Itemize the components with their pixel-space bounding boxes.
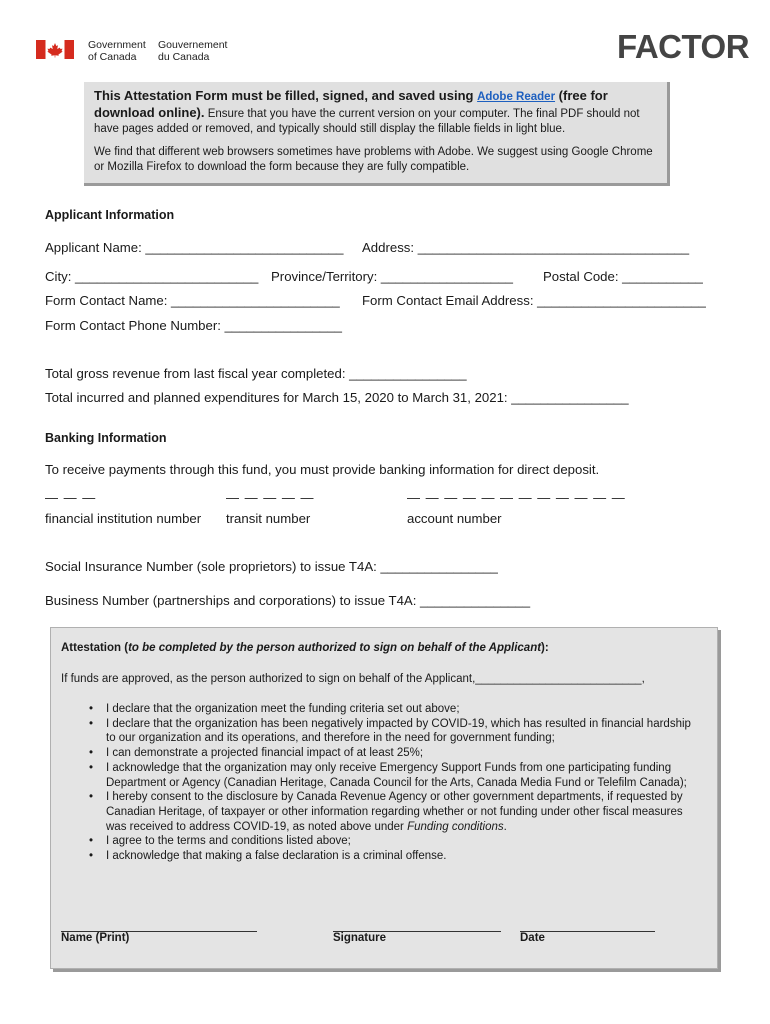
attestation-intro[interactable]: If funds are approved, as the person authorized to sign on behalf of the Applicant,__________________________,: [61, 673, 645, 685]
government-of-canada-fr: Gouvernement du Canada: [158, 39, 228, 63]
transit-number-label: transit number: [226, 511, 311, 526]
attestation-item: • I declare that the organization has been negatively impacted by COVID-19, which has resulted in financial hardship to our organization and its operations, and therefore in the need for government funding;: [89, 717, 691, 745]
account-number-field[interactable]: — — — — — — — — — — — —: [407, 490, 626, 505]
name-print-label: Name (Print): [61, 932, 130, 944]
account-number-label: account number: [407, 511, 502, 526]
city-field[interactable]: City: _________________________: [45, 269, 259, 284]
attestation-heading: Attestation (to be completed by the person authorized to sign on behalf of the Applicant):: [61, 642, 549, 654]
institution-number-field[interactable]: — — —: [45, 490, 97, 505]
attestation-item: • I declare that the organization meet the funding criteria set out above;: [89, 703, 460, 715]
business-number-field[interactable]: Business Number (partnerships and corporations) to issue T4A: _______________: [45, 593, 531, 608]
attestation-item: • I hereby consent to the disclosure by Canada Revenue Agency or other government departments, if requested by Canadian Heritage, of taxpayer or other information regarding whether or not funding under other fiscal measures was received to address COVID-19, as noted above under Funding conditions.: [89, 791, 683, 833]
attestation-item: • I acknowledge that the organization may only receive Emergency Support Funds from one participating funding Department or Agency (Canadian Heritage, Canada Council for the Arts, Canada Media Fund or Telefilm Canada);: [89, 761, 687, 789]
factor-logo: FACTOR: [617, 28, 750, 65]
form-contact-name-field[interactable]: Form Contact Name: _______________________: [45, 293, 340, 308]
date-label: Date: [520, 932, 545, 944]
postal-code-field[interactable]: Postal Code: ___________: [543, 269, 703, 284]
notice-paragraph-1: This Attestation Form must be filled, signed, and saved using Adobe Reader (free for download online). Ensure that you have the current version on your computer. The final PDF should not have pages added or removed, and typically should still display the fillable fields in light blue.: [94, 88, 640, 135]
banking-information-heading: Banking Information: [45, 431, 167, 445]
institution-number-label: financial institution number: [45, 511, 202, 526]
attestation-item: • I can demonstrate a projected financial impact of at least 25%;: [89, 747, 424, 760]
address-field[interactable]: Address: _____________________________________: [362, 240, 690, 255]
banking-intro-text: To receive payments through this fund, you must provide banking information for direct deposit.: [45, 462, 600, 477]
transit-number-field[interactable]: — — — — —: [226, 490, 315, 505]
form-contact-phone-field[interactable]: Form Contact Phone Number: ________________: [45, 318, 342, 333]
canada-flag-icon: [36, 40, 74, 59]
sin-field[interactable]: Social Insurance Number (sole proprietors) to issue T4A: ________________: [45, 559, 498, 574]
total-gross-revenue-field[interactable]: Total gross revenue from last fiscal year completed: ________________: [45, 366, 467, 381]
applicant-name-field[interactable]: Applicant Name: ___________________________: [45, 240, 344, 255]
attestation-item: • I agree to the terms and conditions listed above;: [89, 835, 351, 848]
attestation-box: [50, 627, 718, 969]
applicant-information-heading: Applicant Information: [45, 208, 175, 222]
government-of-canada-en: Government of Canada: [88, 39, 146, 63]
adobe-reader-link[interactable]: Adobe Reader: [477, 91, 556, 103]
adobe-notice-box: [84, 82, 670, 186]
attestation-item: • I acknowledge that making a false declaration is a criminal offense.: [89, 850, 447, 863]
form-contact-email-field[interactable]: Form Contact Email Address: _______________________: [362, 293, 706, 308]
total-expenditures-field[interactable]: Total incurred and planned expenditures for March 15, 2020 to March 31, 2021: ________________: [45, 390, 629, 405]
attestation-list: [61, 702, 701, 864]
notice-paragraph-2: We find that different web browsers sometimes have problems with Adobe. We suggest using Google Chrome or Mozilla Firefox to download the form because they are fully compatible.: [94, 146, 653, 173]
province-field[interactable]: Province/Territory: __________________: [271, 269, 513, 284]
signature-label: Signature: [333, 932, 387, 944]
